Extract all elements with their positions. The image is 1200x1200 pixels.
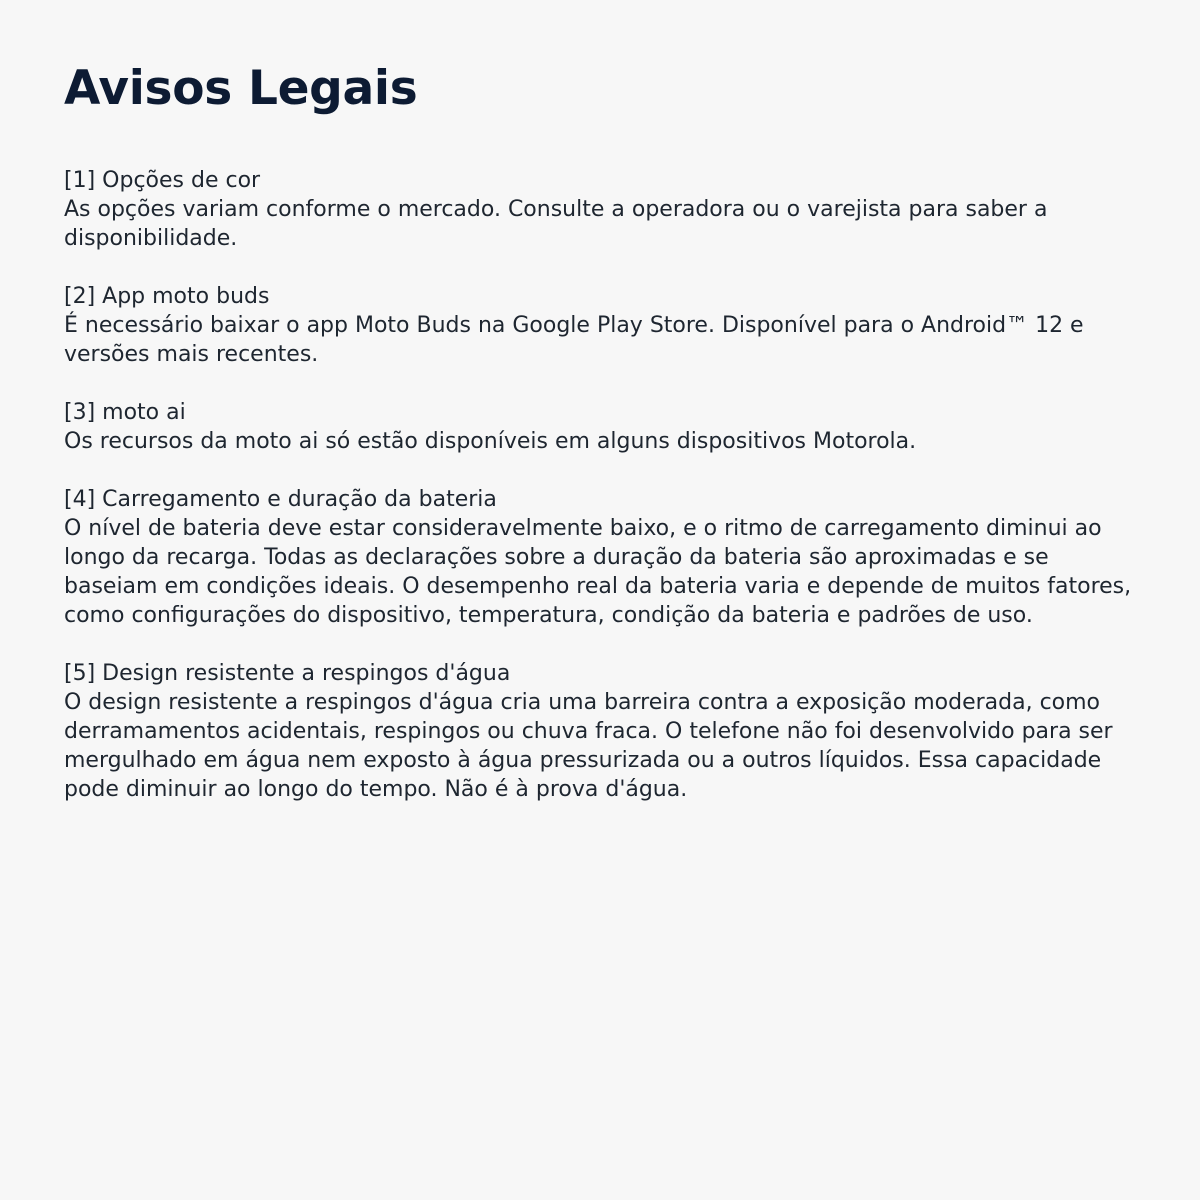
disclaimer-heading: [1] Opções de cor (64, 168, 261, 193)
disclaimer-body: O design resistente a respingos d'água cria uma barreira contra a exposição moderada, como derramamentos acidentais, respingos ou chuva fraca. O telefone não foi desenvolvido para ser mergulhado em água nem exposto à água pressurizada ou a outros líquidos. Essa capacidade pode diminuir ao longo do tempo. Não é à prova d'água. (64, 690, 1113, 802)
disclaimer-body: É necessário baixar o app Moto Buds na Google Play Store. Disponível para o Android™ 12 e versões mais recentes. (64, 313, 1084, 367)
disclaimer-heading: [5] Design resistente a respingos d'água (64, 661, 511, 686)
disclaimer-heading: [4] Carregamento e duração da bateria (64, 487, 497, 512)
disclaimer-moto-ai (64, 398, 1144, 456)
disclaimer-heading: [2] App moto buds (64, 284, 270, 309)
page-title: Avisos Legais (64, 61, 418, 116)
disclaimer-body: O nível de bateria deve estar consideravelmente baixo, e o ritmo de carregamento diminui ao longo da recarga. Todas as declarações sobre a duração da bateria são aproximadas e se baseiam em condições ideais. O desempenho real da bateria varia e depende de muitos fatores, como configurações do dispositivo, temperatura, condição da bateria e padrões de uso. (64, 516, 1132, 628)
disclaimer-battery (64, 485, 1144, 630)
disclaimer-body: As opções variam conforme o mercado. Consulte a operadora ou o varejista para saber a disponibilidade. (64, 197, 1048, 251)
disclaimer-moto-buds-app (64, 282, 1144, 369)
disclaimer-water-resistance (64, 659, 1144, 804)
disclaimer-color-options (64, 166, 1144, 253)
disclaimer-body: Os recursos da moto ai só estão disponíveis em alguns dispositivos Motorola. (64, 429, 917, 454)
disclaimer-heading: [3] moto ai (64, 400, 186, 425)
